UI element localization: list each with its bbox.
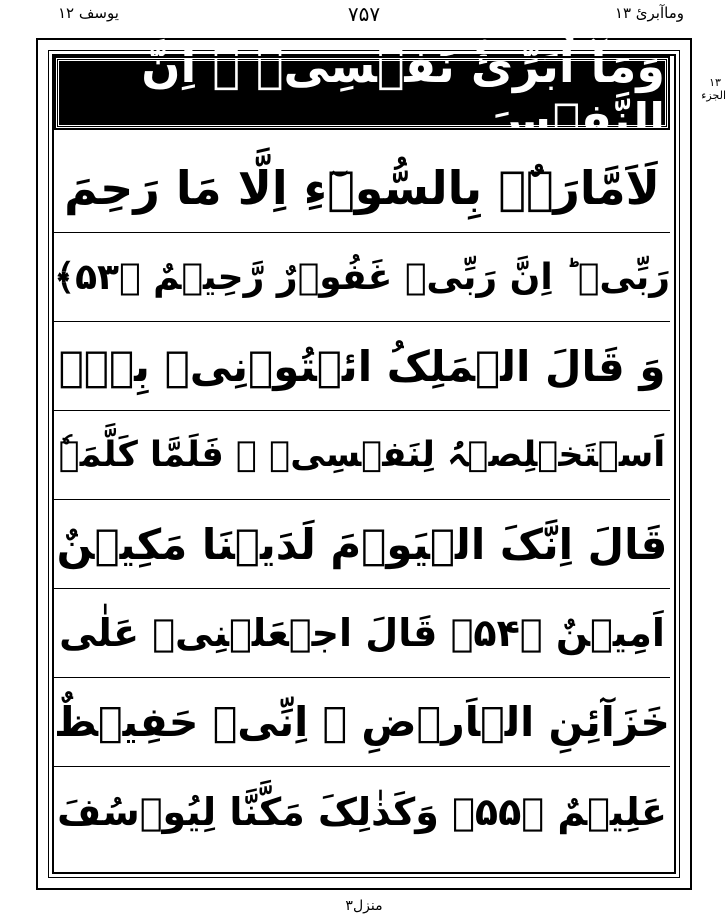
verse-line-8: عَلِیۡمٌ ﴿۵۵﴾ وَکَذٰلِکَ مَکَّنَّا لِیُوۡسُفَ: [57, 790, 667, 834]
page-frame: [36, 38, 692, 890]
juz-margin-note: ۱۳ الجزء: [701, 76, 726, 102]
verse-line-5: قَالَ اِنَّکَ الۡیَوۡمَ لَدَیۡنَا مَکِیۡنٌ: [56, 519, 668, 569]
page-number: ۷۵۷: [347, 2, 381, 26]
para-title-band: وَمَآ اُبَرِّئُ نَفۡسِیۡ ۚ اِنَّ النَّفۡسَ: [56, 58, 668, 128]
header-surah-name: یوسف ۱۲: [58, 4, 119, 22]
verse-line-4: اَسۡتَخۡلِصۡہُ لِنَفۡسِیۡ ۚ فَلَمَّا کَلَّمَہٗ: [58, 435, 666, 475]
verse-line-3: وَ قَالَ الۡمَلِکُ ائۡتُوۡنِیۡ بِہٖۤ: [58, 341, 666, 391]
verse-line-1: لَاَمَّارَۃٌۢ بِالسُّوۡٓءِ اِلَّا مَا رَحِمَ: [64, 161, 660, 215]
verse-line-7: خَزَآئِنِ الۡاَرۡضِ ۚ اِنِّیۡ حَفِیۡظٌ: [54, 698, 670, 746]
manzil-footer: منزل۳: [345, 898, 383, 914]
verse-line-6: اَمِیۡنٌ ﴿۵۴﴾ قَالَ اجۡعَلۡنِیۡ عَلٰی: [59, 611, 665, 655]
verse-line-2: رَبِّیۡ ؕ اِنَّ رَبِّیۡ غَفُوۡرٌ رَّحِیۡمٌ ﴿۵۳﴾: [54, 256, 670, 298]
header-surah-para: وماآبرئ ۱۳: [614, 4, 684, 22]
